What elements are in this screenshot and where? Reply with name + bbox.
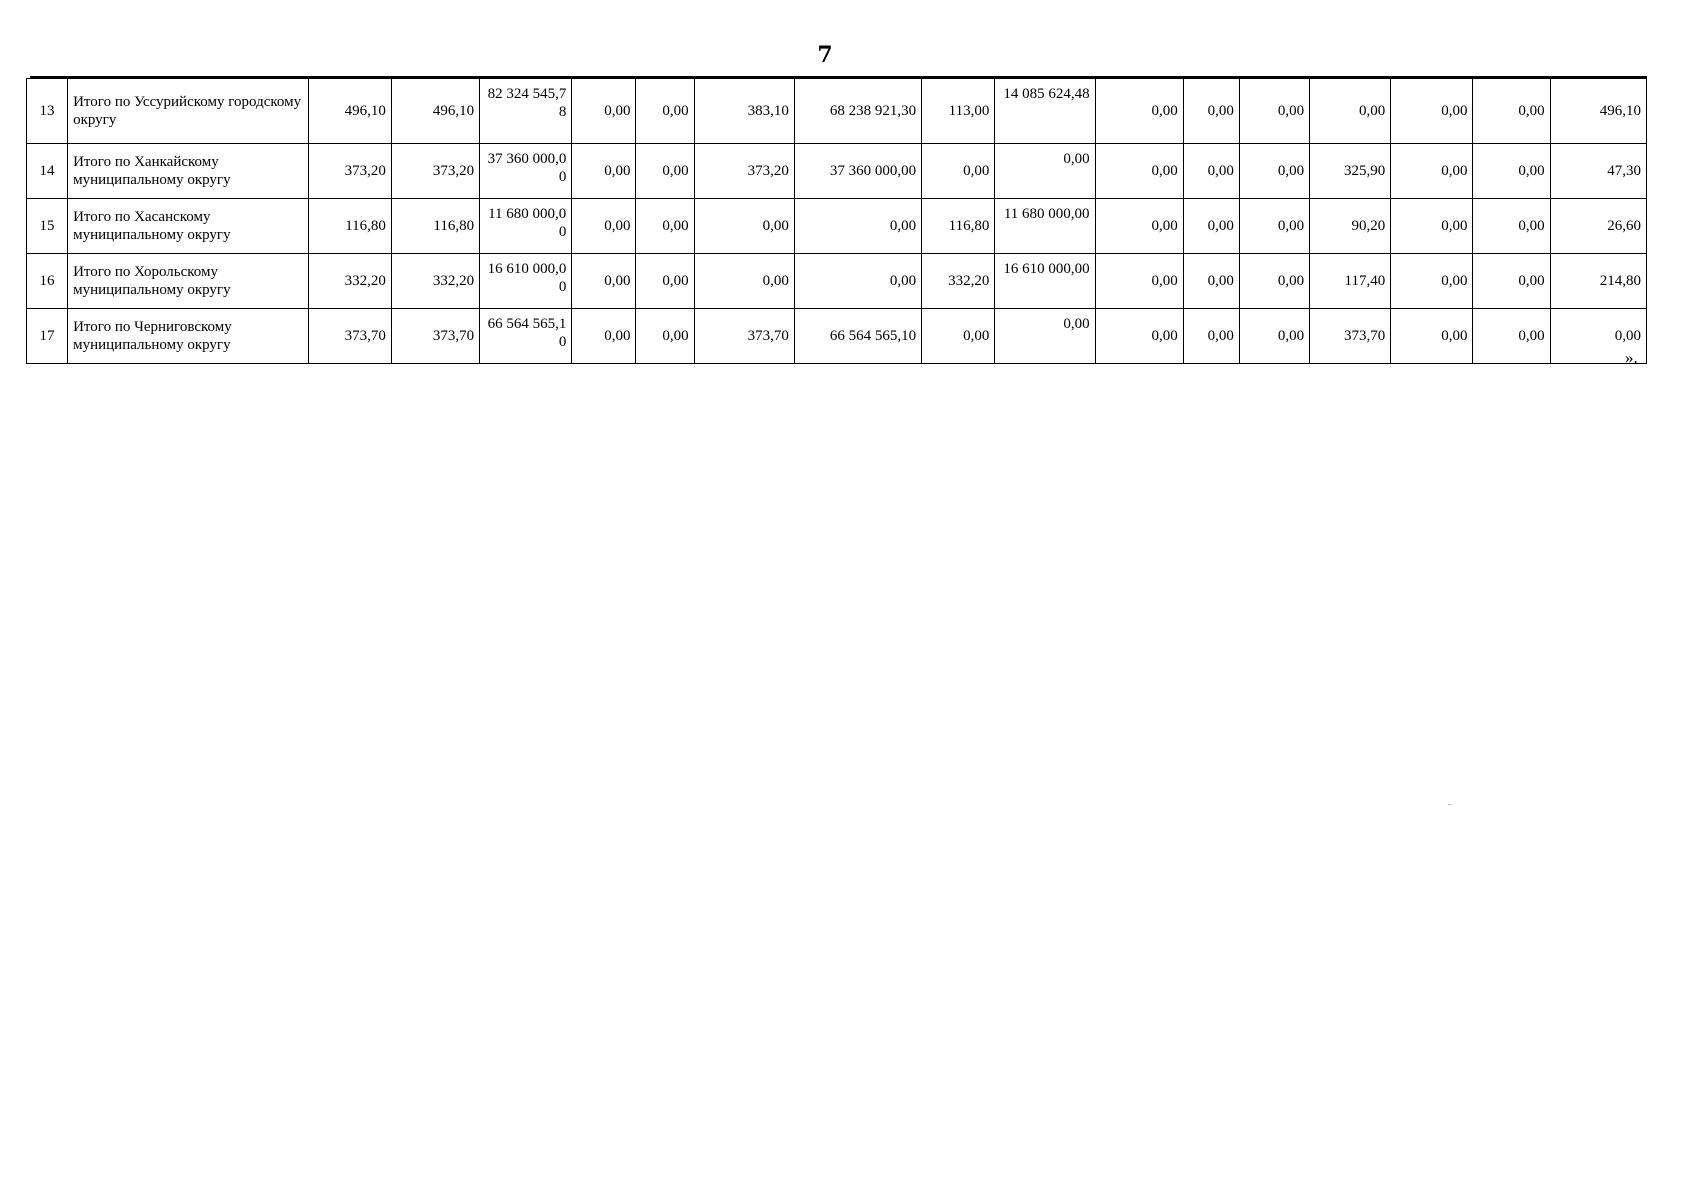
table-cell: 0,00 — [1473, 144, 1550, 199]
table-cell: 0,00 — [1183, 144, 1239, 199]
table-cell: 0,00 — [572, 199, 636, 254]
table-cell: 0,00 — [1473, 254, 1550, 309]
table-cell: 0,00 — [1391, 309, 1473, 364]
table-cell: 0,00 — [1095, 309, 1183, 364]
table-cell: 66 564 565,10 — [794, 309, 921, 364]
table-cell: 0,00 — [794, 254, 921, 309]
table-cell: 332,20 — [308, 254, 391, 309]
closing-quote-mark: ». — [1625, 348, 1638, 367]
table-cell: 0,00 — [1183, 199, 1239, 254]
table-cell: 26,60 — [1550, 199, 1646, 254]
table-cell: 0,00 — [995, 309, 1095, 364]
table-cell: 37 360 000,00 — [480, 144, 572, 199]
table-cell: 90,20 — [1310, 199, 1391, 254]
table-cell: 373,20 — [694, 144, 794, 199]
table-row — [27, 79, 1647, 144]
table-cell: 116,80 — [308, 199, 391, 254]
table-cell: 117,40 — [1310, 254, 1391, 309]
table-cell: 0,00 — [1239, 309, 1309, 364]
table-row — [27, 254, 1647, 309]
table-cell: 47,30 — [1550, 144, 1646, 199]
table-cell: 0,00 — [1473, 79, 1550, 144]
table-cell: 332,20 — [922, 254, 995, 309]
table-cell: 0,00 — [1391, 254, 1473, 309]
table-cell: 116,80 — [391, 199, 479, 254]
table-cell: 0,00 — [1473, 199, 1550, 254]
table-cell: 0,00 — [1391, 144, 1473, 199]
table-cell: 0,00 — [1550, 309, 1646, 364]
table-cell: 0,00 — [694, 254, 794, 309]
row-number: 17 — [27, 309, 68, 364]
table-row — [27, 309, 1647, 364]
table-cell: 0,00 — [1391, 79, 1473, 144]
table-cell: 0,00 — [1473, 309, 1550, 364]
table-cell: 0,00 — [1239, 144, 1309, 199]
table-cell: 0,00 — [995, 144, 1095, 199]
table-cell: 82 324 545,78 — [480, 79, 572, 144]
table-cell: 116,80 — [922, 199, 995, 254]
table-cell: 214,80 — [1550, 254, 1646, 309]
municipality-name: Итого по Хасанскому муниципальному округу — [68, 199, 309, 254]
municipality-name: Итого по Черниговскому муниципальному округу — [68, 309, 309, 364]
table-cell: 325,90 — [1310, 144, 1391, 199]
table-cell: 496,10 — [1550, 79, 1646, 144]
table-cell: 113,00 — [922, 79, 995, 144]
table-cell: 0,00 — [794, 199, 921, 254]
table-cell: 0,00 — [636, 254, 694, 309]
table-cell: 16 610 000,00 — [995, 254, 1095, 309]
data-table — [26, 78, 1647, 364]
table-cell: 0,00 — [1183, 79, 1239, 144]
table-cell: 37 360 000,00 — [794, 144, 921, 199]
table-cell: 68 238 921,30 — [794, 79, 921, 144]
table-cell: 373,70 — [391, 309, 479, 364]
table-cell: 0,00 — [1095, 79, 1183, 144]
table-cell: 0,00 — [636, 79, 694, 144]
table-cell: 0,00 — [1310, 79, 1391, 144]
table-cell: 373,70 — [1310, 309, 1391, 364]
table-cell: 0,00 — [694, 199, 794, 254]
table-cell: 0,00 — [572, 254, 636, 309]
table-cell: 373,20 — [391, 144, 479, 199]
table-cell: 0,00 — [636, 309, 694, 364]
table-cell: 0,00 — [922, 309, 995, 364]
table-cell: 332,20 — [391, 254, 479, 309]
table-cell: 373,20 — [308, 144, 391, 199]
municipality-name: Итого по Хорольскому муниципальному округу — [68, 254, 309, 309]
table-cell: 0,00 — [572, 79, 636, 144]
table-body — [27, 79, 1647, 364]
table-cell: 0,00 — [636, 199, 694, 254]
row-number: 16 — [27, 254, 68, 309]
scan-artifact — [1448, 804, 1452, 805]
row-number: 14 — [27, 144, 68, 199]
table-cell: 0,00 — [1095, 254, 1183, 309]
table-cell: 16 610 000,00 — [480, 254, 572, 309]
table-cell: 383,10 — [694, 79, 794, 144]
table-cell: 11 680 000,00 — [480, 199, 572, 254]
table-row — [27, 144, 1647, 199]
table-cell: 0,00 — [922, 144, 995, 199]
table-cell: 0,00 — [1183, 309, 1239, 364]
table-cell: 0,00 — [1239, 79, 1309, 144]
table-cell: 373,70 — [694, 309, 794, 364]
table-cell: 66 564 565,10 — [480, 309, 572, 364]
page-number: 7 — [817, 42, 833, 68]
table-cell: 14 085 624,48 — [995, 79, 1095, 144]
table-cell: 0,00 — [572, 309, 636, 364]
row-number: 13 — [27, 79, 68, 144]
municipality-name: Итого по Ханкайскому муниципальному округу — [68, 144, 309, 199]
table-cell: 496,10 — [308, 79, 391, 144]
table-cell: 0,00 — [572, 144, 636, 199]
table-cell: 0,00 — [1183, 254, 1239, 309]
table-row — [27, 199, 1647, 254]
table-cell: 0,00 — [1095, 144, 1183, 199]
table-cell: 0,00 — [1391, 199, 1473, 254]
municipality-name: Итого по Уссурийскому городскому округу — [68, 79, 309, 144]
table-cell: 373,70 — [308, 309, 391, 364]
table-cell: 0,00 — [1239, 254, 1309, 309]
table-cell: 0,00 — [1239, 199, 1309, 254]
table-cell: 0,00 — [636, 144, 694, 199]
table-cell: 11 680 000,00 — [995, 199, 1095, 254]
table-cell: 0,00 — [1095, 199, 1183, 254]
table-cell: 496,10 — [391, 79, 479, 144]
row-number: 15 — [27, 199, 68, 254]
